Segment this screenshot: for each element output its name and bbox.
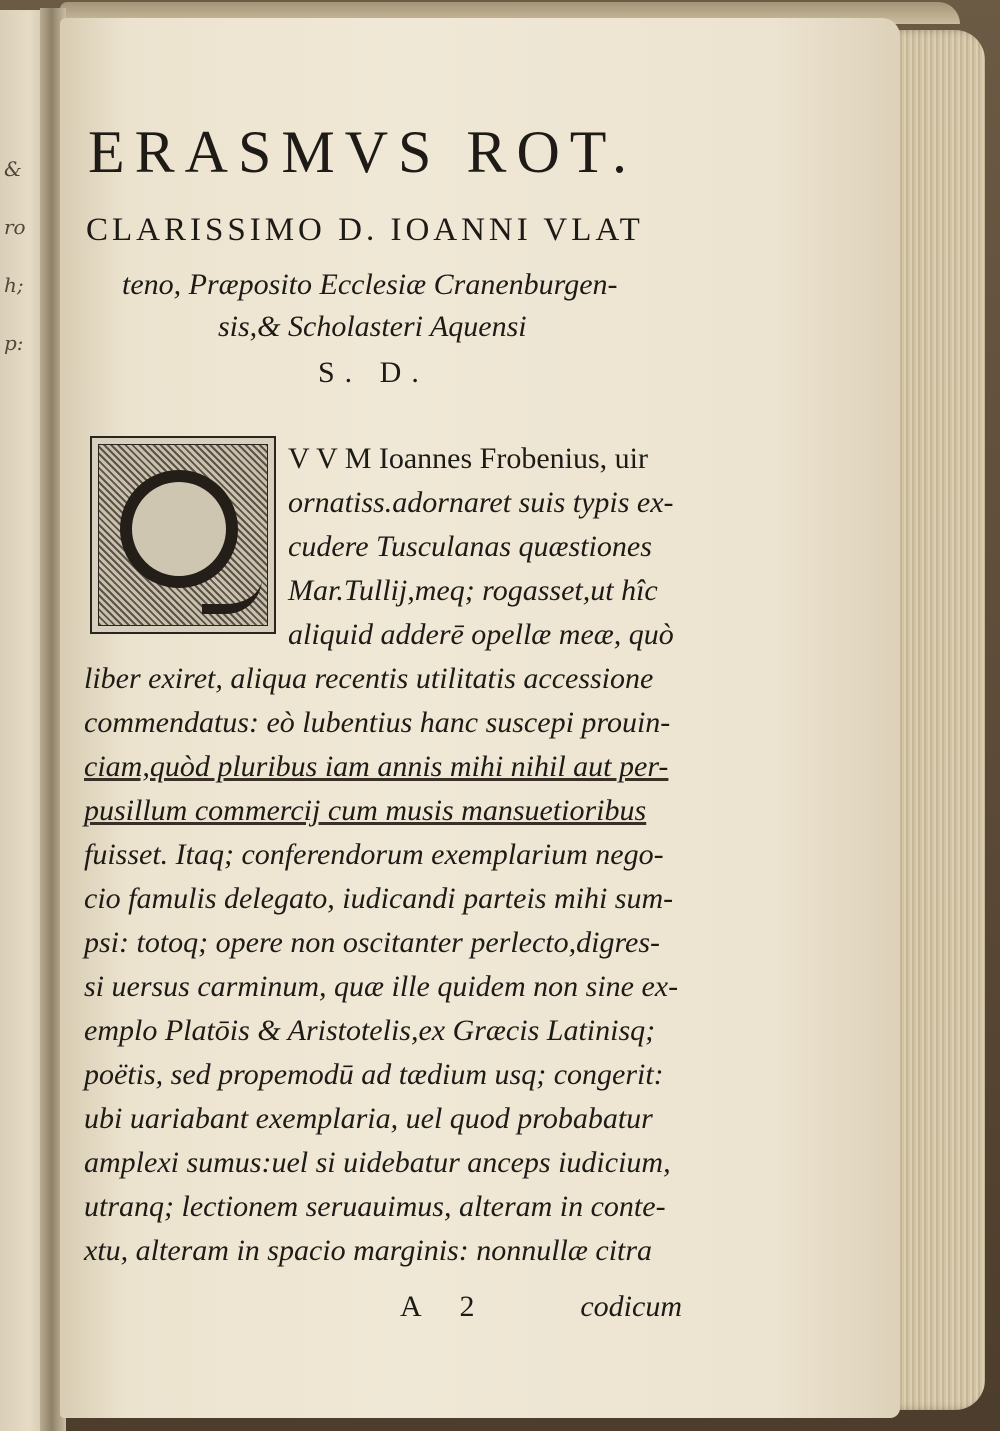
decorated-initial: [90, 436, 276, 634]
heading-line-2: teno, Præposito Ecclesiæ Cranenburgen-: [122, 268, 618, 301]
margin-note: h;: [4, 273, 24, 297]
body-line-underlined: ciam,quòd pluribus iam annis mihi nihil aut per-: [84, 750, 669, 783]
body-line: utranq; lectionem seruauimus, alteram in conte-: [84, 1190, 666, 1223]
body-line: ornatiss.adornaret suis typis ex-: [288, 486, 674, 519]
margin-note: &: [4, 157, 22, 181]
signature-mark: A 2: [400, 1290, 491, 1323]
catchword: codicum: [580, 1290, 682, 1323]
page-edges: [885, 30, 985, 1410]
body-line: cudere Tusculanas quæstiones: [288, 530, 652, 563]
body-line: fuisset. Itaq; conferendorum exemplarium nego-: [84, 838, 664, 871]
margin-note: p:: [4, 331, 24, 355]
body-line-underlined: pusillum commercij cum musis mansuetioribus: [84, 794, 647, 827]
body-line: commendatus: eò lubentius hanc suscepi prouin-: [84, 706, 671, 739]
page-title: ERASMVS ROT.: [88, 119, 637, 185]
body-line: cio famulis delegato, iudicandi parteis mihi sum-: [84, 882, 674, 915]
body-line: psi: totoq; opere non oscitanter perlecto,digres-: [84, 926, 661, 959]
body-line: V V M Ioannes Frobenius, uir: [288, 442, 648, 475]
body-line: ubi uariabant exemplaria, uel quod probabatur: [84, 1102, 653, 1135]
body-line: aliquid adderē opellæ meæ, quò: [288, 618, 674, 651]
heading-salutation: S. D.: [318, 356, 429, 389]
body-line: emplo Platōis & Aristotelis,ex Græcis Latinisq;: [84, 1014, 656, 1047]
heading-line-3: sis,& Scholasteri Aquensi: [218, 310, 527, 343]
heading-line-1: CLARISSIMO D. IOANNI VLAT: [86, 212, 644, 248]
body-line: si uersus carminum, quæ ille quidem non sine ex-: [84, 970, 679, 1003]
body-line: poëtis, sed propemodū ad tædium usq; congerit:: [84, 1058, 664, 1091]
body-line: liber exiret, aliqua recentis utilitatis accessione: [84, 662, 654, 695]
margin-note: ro: [4, 215, 26, 239]
body-line: Mar.Tullij,meq; rogasset,ut hîc: [288, 574, 658, 607]
body-line: amplexi sumus:uel si uidebatur anceps iudicium,: [84, 1146, 671, 1179]
page-footer: [400, 1290, 690, 1330]
initial-letter: [92, 438, 274, 632]
body-line: xtu, alteram in spacio marginis: nonnullæ citra: [84, 1234, 653, 1267]
